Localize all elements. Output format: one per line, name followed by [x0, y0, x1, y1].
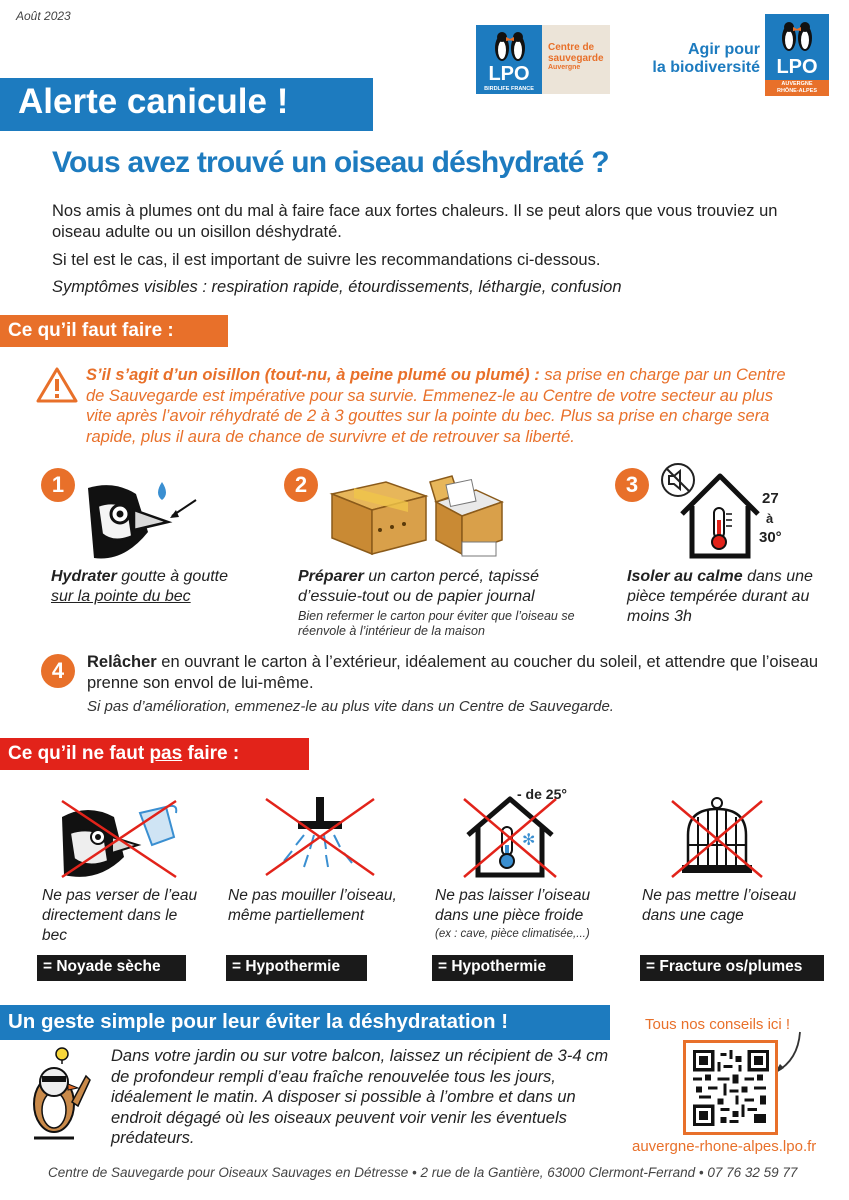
dont-2-result: = Hypothermie [226, 955, 367, 981]
warning-text: sa prise en charge par un Centre de Sauvegarde est impérative pour sa survie. Emmenez-le au Centre de votre secteur au plus vite après l’avoir réhydraté de 2 à 3 gouttes sur la pointe du bec. Plus sa prise en charge sera rapide, plus il aura de chance de survivre et de retrouver sa liberté. [86, 366, 786, 446]
website-link[interactable]: auvergne-rhone-alpes.lpo.fr [632, 1138, 817, 1155]
step-3-bold: Isoler au calme [627, 568, 743, 585]
centre-line-1: Centre de [548, 42, 595, 53]
title-underline [0, 128, 373, 131]
temp-high: 27 [762, 490, 779, 507]
step-1-underlined: sur la pointe du bec [51, 588, 191, 605]
page-title: Alerte canicule ! [0, 78, 373, 129]
shower-icon [262, 793, 378, 879]
symptoms-text: Symptômes visibles : respiration rapide, étourdissements, léthargie, confusion [52, 278, 622, 296]
step-number-2: 2 [284, 468, 318, 502]
page-subtitle: Vous avez trouvé un oiseau déshydraté ? [52, 146, 609, 179]
step-4-note: Si pas d’amélioration, emmenez-le au plus vite dans un Centre de Sauvegarde. [87, 698, 614, 715]
step-number-3: 3 [615, 468, 649, 502]
puffin-icon [777, 18, 817, 56]
lpo-centre-logo[interactable] [476, 25, 610, 94]
temp-low: 30° [759, 529, 782, 546]
dont-2-caption: Ne pas mouiller l’oiseau, même partiellement [228, 887, 397, 924]
footer-address: Centre de Sauvegarde pour Oiseaux Sauvages en Détresse • 2 rue de la Gantière, 63000 Clermont-Ferrand • 07 76 32 59 77 [48, 1165, 798, 1180]
step-1-rest: goutte à goutte [116, 568, 229, 585]
cold-house-icon [460, 793, 560, 881]
water-in-beak-icon [58, 797, 184, 879]
dont-1-result: = Noyade sèche [37, 955, 186, 981]
step-1-text [51, 567, 271, 607]
agir-slogan [636, 41, 760, 77]
section-tip-header: Un geste simple pour leur éviter la déshydratation ! [0, 1005, 610, 1040]
qr-code[interactable] [683, 1040, 778, 1135]
warning-icon [36, 366, 78, 404]
step-4-rest: en ouvrant le carton à l’extérieur, idéalement au coucher du soleil, et attendre que l’oiseau prenne son envol de lui-même. [87, 653, 819, 692]
dont-3-sub: (ex : cave, pièce climatisée,...) [435, 928, 590, 940]
oisillon-warning [86, 365, 802, 447]
svg-text:✻: ✻ [522, 830, 536, 849]
birdcage-icon [668, 795, 766, 881]
dont-3-temp: - de 25° [517, 786, 567, 802]
step-2-rest: un carton percé, tapissé d’essuie-tout ou de papier journal [298, 568, 540, 605]
step-4-text [87, 652, 827, 694]
agir-line-1: Agir pour [688, 41, 760, 58]
dont-1-caption: Ne pas verser de l’eau directement dans le bec [42, 887, 198, 944]
birdlife-label: BIRDLIFE FRANCE [484, 86, 534, 92]
qr-code-icon [693, 1050, 769, 1126]
lpo-wordmark: LPO [488, 63, 530, 85]
step-4-bold: Relâcher [87, 653, 157, 671]
dont-4-caption: Ne pas mettre l’oiseau dans une cage [642, 887, 797, 924]
step-3-text [627, 567, 832, 627]
step-2-text [298, 567, 558, 607]
dont-header-a: Ce qu’il ne faut [8, 743, 150, 764]
intro-paragraph-2: Si tel est le cas, il est important de suivre les recommandations ci-dessous. [52, 251, 601, 269]
dont-3-caption: Ne pas laisser l’oiseau dans une pièce froide [435, 887, 591, 924]
region-band [765, 80, 829, 96]
step-1-bold: Hydrater [51, 568, 117, 585]
date: Août 2023 [16, 9, 71, 23]
agir-line-2: la biodiversité [652, 59, 760, 76]
lpo-wordmark: LPO [776, 56, 818, 78]
bird-mascot-icon [28, 1046, 98, 1146]
centre-line-2: sauvegarde [548, 53, 604, 64]
house-thermometer-icon [676, 470, 766, 562]
dont-header-b: faire : [182, 743, 240, 764]
section-todo-header: Ce qu’il faut faire : [0, 315, 228, 347]
temp-a: à [766, 511, 774, 526]
step-number-1: 1 [41, 468, 75, 502]
intro-paragraph: Nos amis à plumes ont du mal à faire face aux fortes chaleurs. Il se peut alors que vous trouviez un oiseau adulte ou un oisillon déshydraté. [52, 202, 778, 241]
dont-3-result: = Hypothermie [432, 955, 573, 981]
warning-bold: S’il s’agit d’un oisillon (tout-nu, à peine plumé ou plumé) : [86, 366, 540, 384]
cardboard-box-icon [326, 468, 506, 560]
lpo-aura-logo[interactable] [765, 14, 829, 96]
section-dont-header [0, 738, 309, 770]
step-number-4: 4 [41, 654, 75, 688]
tip-text: Dans votre jardin ou sur votre balcon, laissez un récipient de 3-4 cm de profondeur rempli d’eau fraîche renouvelée tous les jours, idéalement le matin. A disposer si possible à l’ombre et dans un endroit dégagé où les oiseaux peuvent voir venir les éventuels prédateurs. [111, 1047, 609, 1147]
qr-label: Tous nos conseils ici ! [645, 1016, 791, 1033]
step-2-bold: Préparer [298, 568, 364, 585]
centre-line-3: Auvergne [548, 64, 581, 71]
region-line-2: RHÔNE-ALPES [776, 88, 818, 94]
region-line-1: AUVERGNE [781, 81, 813, 87]
dont-header-pas: pas [149, 743, 183, 764]
puffin-icon [490, 28, 530, 66]
step-2-note: Bien refermer le carton pour éviter que l’oiseau se réenvole à l’intérieur de la maison [298, 609, 575, 638]
hydrate-bird-icon [84, 474, 204, 564]
dont-4-result: = Fracture os/plumes [640, 955, 824, 981]
step-3-rest: dans une pièce tempérée durant au moins 3h [627, 568, 813, 625]
